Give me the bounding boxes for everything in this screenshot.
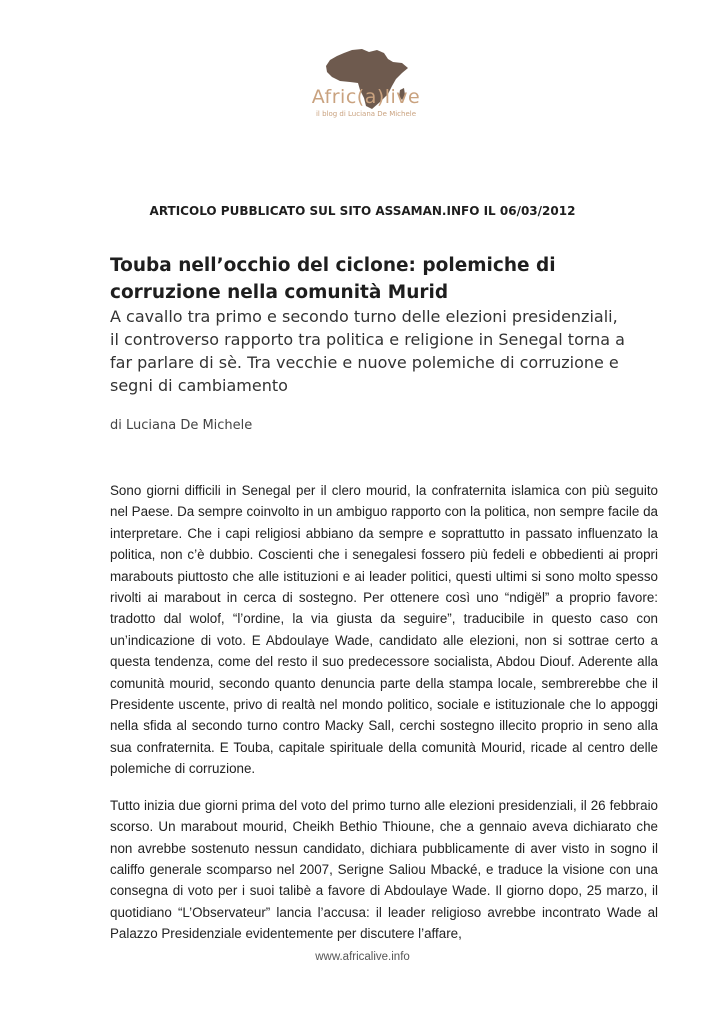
footer-url[interactable]: www.africalive.info xyxy=(315,951,410,963)
article-author: di Luciana De Michele xyxy=(110,418,253,433)
logo-tagline: il blog di Luciana De Michele xyxy=(315,110,417,118)
logo xyxy=(296,48,436,132)
article-subtitle: A cavallo tra primo e secondo turno delle elezioni presidenziali, il controverso rapporto tra politica e religione in Senegal torna a far parlare di sè. Tra vecchie e nuove polemiche di corruzione e segni di cambiamento xyxy=(110,307,625,395)
article-title: Touba nell’occhio del ciclone: polemiche di corruzione nella comunità Murid xyxy=(110,255,556,303)
logo-name: Afric(a)live xyxy=(311,86,421,108)
article-paragraph: Sono giorni difficili in Senegal per il clero mourid, la confraternita islamica con più seguito nel Paese. Da sempre coinvolto in un ambiguo rapporto con la politica, non sempre facile da interpretare. Che i capi religiosi abbiano da sempre e soprattutto in passato influenzato la politica, non c’è dubbio. Coscienti che i senegalesi fossero più fedeli e obbedienti ai propri marabouts piuttosto che alle istituzioni e ai leader politici, questi ultimi si sono molto spesso rivolti ai marabout in cerca di sostegno. Per ottenere così uno “ndigël” a proprio favore: tradotto dal wolof, “l’ordine, la via giusta da seguire”, traducibile in questo caso con un’indicazione di voto. E Abdoulaye Wade, candidato alle elezioni, non si sottrae certo a questa tendenza, come del resto il suo predecessore socialista, Abdou Diouf. Aderente alla comunità mourid, secondo quanto denuncia parte della stampa locale, sembrerebbe che il Presidente uscente, privo di realtà nel mondo politico, sociale e istituzionale che lo appoggi nella sfida al secondo turno contro Macky Sall, cerchi sostegno illecito proprio in seno alla sua confraternita. E Touba, capitale spirituale della comunità Mourid, ricade al centro delle polemiche di corruzione. xyxy=(110,483,658,777)
publication-line: ARTICOLO PUBBLICATO SUL SITO ASSAMAN.INFO IL 06/03/2012 xyxy=(149,204,576,218)
article-paragraph: Tutto inizia due giorni prima del voto del primo turno alle elezioni presidenziali, il 26 febbraio scorso. Un marabout mourid, Cheikh Bethio Thioune, che a gennaio aveva dichiarato che non avrebbe sostenuto nessun candidato, dichiara pubblicamente di aver visto in sogno il califfo generale scomparso nel 2007, Serigne Saliou Mbacké, e traduce la visione con una consegna di voto per i suoi talibè a favore di Abdoulaye Wade. Il giorno dopo, 25 marzo, il quotidiano “L’Observateur” lancia l’accusa: il leader religioso avrebbe incontrato Wade al Palazzo Presidenziale evidentemente per discutere l’affare, xyxy=(110,797,658,942)
article-body xyxy=(110,480,658,960)
